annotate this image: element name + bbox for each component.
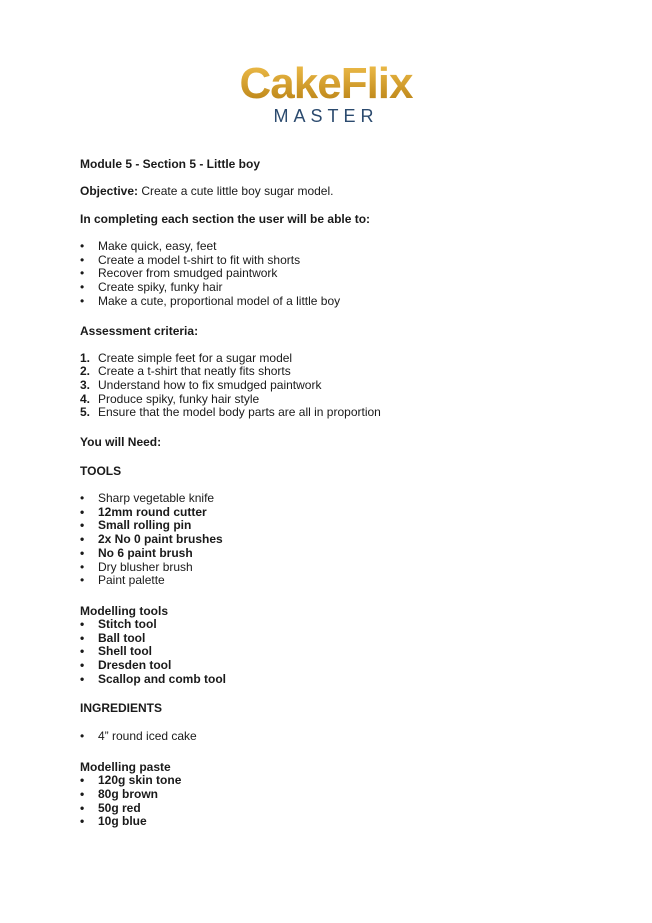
list-item-text: Dry blusher brush: [98, 559, 193, 574]
list-item: [80, 254, 600, 268]
paste-list: [80, 774, 600, 829]
list-item-text: 10g blue: [98, 814, 147, 829]
cakeflix-logo: [0, 60, 652, 126]
list-item: [80, 815, 600, 829]
list-item-text: 50g red: [98, 800, 141, 815]
list-item-text: Recover from smudged paintwork: [98, 266, 278, 281]
list-item: [80, 561, 600, 575]
list-item-text: Stitch tool: [98, 616, 157, 631]
list-item: [80, 774, 600, 788]
objective-label: Objective:: [80, 184, 139, 198]
bullet-icon: •: [80, 532, 85, 547]
bullet-icon: •: [80, 658, 85, 673]
bullet-icon: •: [80, 491, 85, 506]
bullet-icon: •: [80, 786, 85, 801]
list-item-text: 80g brown: [98, 786, 159, 801]
bullet-icon: •: [80, 545, 85, 560]
bullet-icon: •: [80, 573, 85, 588]
need-heading: You will Need:: [80, 435, 162, 450]
list-item-text: Create a model t-shirt to fit with shorts: [98, 252, 301, 267]
bullet-icon: •: [80, 293, 85, 308]
objective-text: Create a cute little boy sugar model.: [138, 184, 334, 198]
list-item-text: 12mm round cutter: [98, 504, 207, 519]
list-item-text: Small rolling pin: [98, 518, 192, 533]
tools-heading: TOOLS: [80, 464, 122, 479]
list-item-text: Dresden tool: [98, 658, 172, 673]
list-item-text: Paint palette: [98, 573, 165, 588]
bullet-icon: •: [80, 729, 85, 744]
list-item: [80, 802, 600, 816]
list-item-text: Make quick, easy, feet: [98, 239, 217, 253]
completing-heading: In completing each section the user will be able to:: [80, 212, 371, 226]
list-item: [80, 533, 600, 547]
bullet-icon: •: [80, 518, 85, 533]
list-number: 2.: [80, 364, 91, 379]
ingredients-heading: INGREDIENTS: [80, 701, 163, 716]
list-item: [80, 659, 600, 673]
logo-wordmark: CakeFlix: [0, 60, 652, 108]
list-item: [80, 365, 600, 379]
bullet-icon: •: [80, 252, 85, 267]
list-item-text: No 6 paint brush: [98, 545, 193, 560]
completing-list: [80, 240, 600, 309]
list-item: [80, 267, 600, 281]
list-number: 5.: [80, 405, 91, 420]
list-item: [80, 730, 600, 744]
list-item-text: Produce spiky, funky hair style: [98, 391, 260, 406]
list-item: [80, 492, 600, 506]
modelling-tools-heading: Modelling tools: [80, 603, 168, 618]
objective-line: [80, 184, 600, 198]
list-item: [80, 295, 600, 309]
list-number: 1.: [80, 350, 91, 365]
document-body: [80, 157, 600, 829]
list-item: [80, 240, 600, 254]
bullet-icon: •: [80, 266, 85, 281]
list-item: [80, 788, 600, 802]
list-number: 3.: [80, 377, 91, 392]
list-item-text: Sharp vegetable knife: [98, 491, 215, 506]
modelling-tools-list: [80, 618, 600, 687]
bullet-icon: •: [80, 644, 85, 659]
list-item: [80, 645, 600, 659]
bullet-icon: •: [80, 280, 85, 295]
list-item-text: Make a cute, proportional model of a little boy: [98, 293, 341, 308]
bullet-icon: •: [80, 630, 85, 645]
bullet-icon: •: [80, 671, 85, 686]
list-item-text: Create simple feet for a sugar model: [98, 350, 293, 365]
list-item-text: Understand how to fix smudged paintwork: [98, 377, 322, 392]
list-item: [80, 547, 600, 561]
list-item: [80, 673, 600, 687]
assessment-list: [80, 352, 600, 421]
bullet-icon: •: [80, 239, 85, 253]
bullet-icon: •: [80, 814, 85, 829]
list-item: [80, 281, 600, 295]
module-title: Module 5 - Section 5 - Little boy: [80, 157, 261, 171]
list-item: [80, 506, 600, 520]
list-item-text: 2x No 0 paint brushes: [98, 532, 223, 547]
list-item-text: Ball tool: [98, 630, 146, 645]
list-item-text: 4” round iced cake: [98, 729, 197, 744]
list-item: [80, 574, 600, 588]
list-item: [80, 393, 600, 407]
list-item-text: Ensure that the model body parts are all in proportion: [98, 405, 381, 420]
list-item-text: Create a t-shirt that neatly fits shorts: [98, 364, 291, 379]
list-item: [80, 632, 600, 646]
assessment-heading: Assessment criteria:: [80, 323, 199, 338]
tools-list: [80, 492, 600, 588]
list-item-text: Shell tool: [98, 644, 152, 659]
paste-heading: Modelling paste: [80, 760, 171, 775]
list-item-text: Scallop and comb tool: [98, 671, 227, 686]
list-item: [80, 519, 600, 533]
list-number: 4.: [80, 391, 91, 406]
list-item-text: Create spiky, funky hair: [98, 280, 223, 295]
list-item: [80, 379, 600, 393]
bullet-icon: •: [80, 800, 85, 815]
bullet-icon: •: [80, 616, 85, 631]
bullet-icon: •: [80, 559, 85, 574]
logo-subtitle: MASTER: [273, 106, 379, 126]
list-item: [80, 352, 600, 366]
ingredients-list: [80, 730, 600, 744]
list-item: [80, 406, 600, 420]
list-item: [80, 618, 600, 632]
list-item-text: 120g skin tone: [98, 773, 182, 788]
bullet-icon: •: [80, 773, 85, 788]
bullet-icon: •: [80, 504, 85, 519]
